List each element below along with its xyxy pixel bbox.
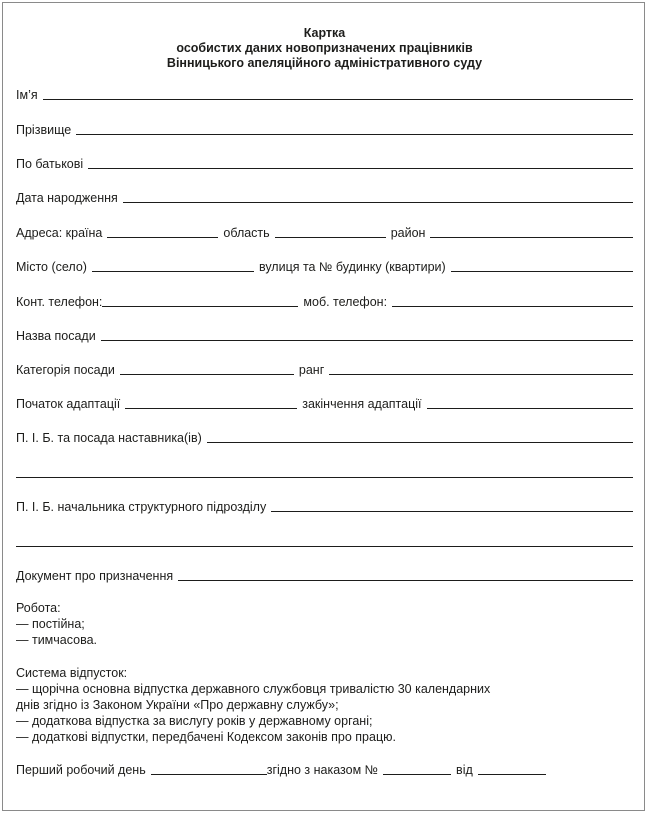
name-label: Ім’я	[16, 88, 38, 102]
field-phones	[16, 295, 633, 310]
mentor-label: П. І. Б. та посада наставника(ів)	[16, 431, 202, 445]
street-input-line[interactable]	[451, 270, 633, 272]
street-label: вулиця та № будинку (квартири)	[258, 260, 446, 274]
field-category-rank	[16, 363, 633, 378]
vacation-block	[16, 665, 490, 745]
field-patronymic	[16, 157, 633, 172]
name-input-line[interactable]	[43, 98, 633, 100]
field-name	[16, 88, 633, 103]
vacation-line-3: — додаткова відпустка за вислугу років у державному органі;	[16, 714, 373, 728]
work-type-block	[16, 600, 97, 648]
patronymic-label: По батькові	[16, 157, 84, 171]
vacation-heading: Система відпусток:	[16, 666, 128, 680]
mentor-input-line[interactable]	[207, 441, 633, 443]
adaptation-start-input-line[interactable]	[125, 407, 297, 409]
appointment-doc-input-line[interactable]	[178, 579, 633, 581]
field-address	[16, 226, 633, 241]
form-title	[0, 26, 649, 71]
title-line-1: Картка	[303, 26, 346, 40]
vacation-line-4: — додаткові відпустки, передбачені Кодексом законів про працю.	[16, 730, 396, 744]
order-date-input-line[interactable]	[478, 773, 546, 775]
title-line-2: особистих даних новопризначених працівників	[176, 41, 473, 55]
country-label: Адреса: країна	[16, 226, 103, 240]
field-mentor	[16, 431, 633, 446]
region-input-line[interactable]	[275, 236, 386, 238]
mobile-input-line[interactable]	[392, 305, 633, 307]
category-input-line[interactable]	[120, 373, 294, 375]
field-surname	[16, 123, 633, 138]
field-adaptation	[16, 397, 633, 412]
head-label: П. І. Б. начальника структурного підрозділу	[16, 500, 267, 514]
from-label: від	[456, 763, 473, 777]
work-heading: Робота:	[16, 601, 61, 615]
head-extra-line[interactable]	[16, 546, 633, 547]
region-label: область	[223, 226, 270, 240]
patronymic-input-line[interactable]	[88, 167, 633, 169]
rank-label: ранг	[298, 363, 325, 377]
field-head	[16, 500, 633, 515]
city-label: Місто (село)	[16, 260, 87, 274]
surname-label: Прізвище	[16, 123, 72, 137]
work-option-temporary: — тимчасова.	[16, 633, 98, 647]
adaptation-start-label: Початок адаптації	[16, 397, 121, 411]
field-position	[16, 329, 633, 344]
head-input-line[interactable]	[271, 510, 633, 512]
mentor-extra-line[interactable]	[16, 477, 633, 478]
field-first-day	[16, 763, 546, 778]
appointment-doc-label: Документ про призначення	[16, 569, 174, 583]
position-input-line[interactable]	[101, 339, 633, 341]
vacation-line-1: — щорічна основна відпустка державного службовця тривалістю 30 календарних	[16, 682, 491, 696]
field-appointment-doc	[16, 569, 633, 584]
vacation-line-2: днів згідно із Законом України «Про державну службу»;	[16, 698, 339, 712]
position-label: Назва посади	[16, 329, 96, 343]
field-city-street	[16, 260, 633, 275]
first-day-input-line[interactable]	[151, 773, 267, 775]
birth-date-input-line[interactable]	[123, 201, 633, 203]
birth-date-label: Дата народження	[16, 191, 118, 205]
work-option-permanent: — постійна;	[16, 617, 85, 631]
surname-input-line[interactable]	[76, 133, 633, 135]
category-label: Категорія посади	[16, 363, 115, 377]
country-input-line[interactable]	[107, 236, 218, 238]
title-line-3: Вінницького апеляційного адміністративного суду	[166, 56, 483, 70]
field-birth-date	[16, 191, 633, 206]
adaptation-end-label: закінчення адаптації	[302, 397, 422, 411]
district-label: район	[390, 226, 426, 240]
mobile-label: моб. телефон:	[303, 295, 388, 309]
order-number-input-line[interactable]	[383, 773, 451, 775]
phone-input-line[interactable]	[102, 305, 298, 307]
city-input-line[interactable]	[92, 270, 254, 272]
first-day-label: Перший робочий день	[16, 763, 146, 777]
phone-label: Конт. телефон:	[16, 295, 103, 309]
rank-input-line[interactable]	[329, 373, 633, 375]
district-input-line[interactable]	[430, 236, 633, 238]
adaptation-end-input-line[interactable]	[427, 407, 633, 409]
order-label: згідно з наказом №	[266, 763, 379, 777]
